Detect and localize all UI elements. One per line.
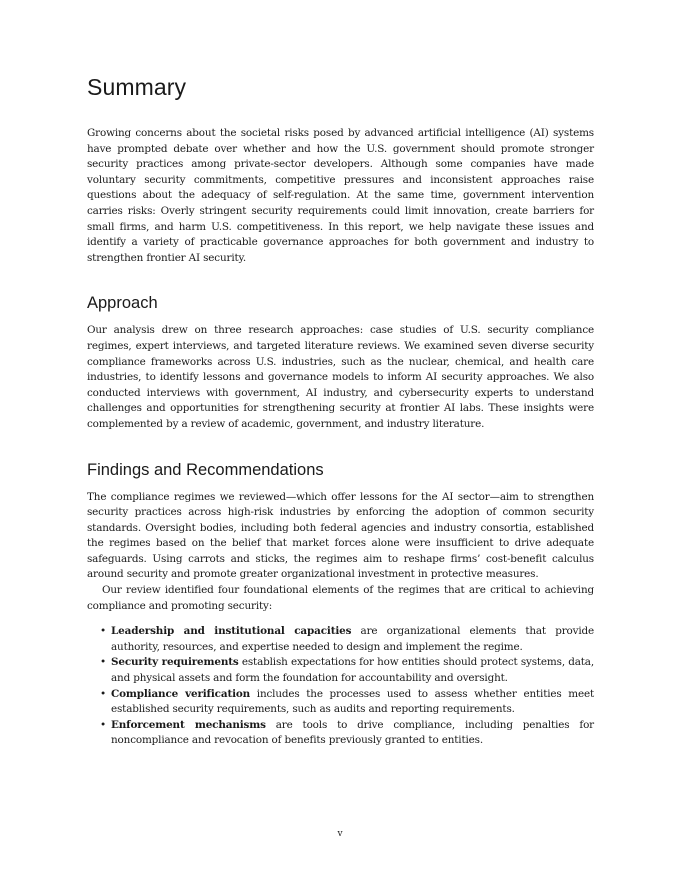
bullet-text: establish expectations for how entities should protect systems, data, and physical assets and form the foundation for accountability and oversight. xyxy=(111,656,595,685)
approach-paragraph: Our analysis drew on three research approaches: case studies of U.S. security compliance regimes, expert interviews, and targeted literature reviews. We examined seven diverse security compliance frameworks across U.S. industries, such as the nuclear, chemical, and health care industries, to identify lessons and governance models to inform AI security approaches. We also conducted interviews with government, AI industry, and cybersecurity experts to understand challenges and opportunities for strengthening security at frontier AI labs. These insights were complemented by a review of academic, government, and industry literature. xyxy=(87,324,594,430)
list-item xyxy=(100,624,595,655)
bullet-text: includes the processes used to assess whether entities meet established security requirements, such as audits and reporting requirements. xyxy=(111,687,594,716)
findings-paragraph-2: Our review identified four foundational elements of the regimes that are critical to achieving compliance and promoting security: xyxy=(87,584,594,612)
bullet-text: are organizational elements that provide authority, resources, and expertise needed to design and implement the regime. xyxy=(111,625,595,653)
document-page xyxy=(87,72,594,749)
bullet-icon: • xyxy=(100,718,106,731)
list-item xyxy=(100,655,595,686)
bullet-icon: • xyxy=(100,656,106,669)
bullet-term: Compliance verification xyxy=(111,687,251,700)
approach-heading: Approach xyxy=(87,294,158,313)
bullet-term: Security requirements xyxy=(111,656,239,669)
bullet-icon: • xyxy=(100,625,106,638)
list-item xyxy=(100,718,594,749)
bullet-term: Enforcement mechanisms xyxy=(111,718,266,731)
foundational-elements-list xyxy=(87,624,594,749)
findings-paragraph-1: The compliance regimes we reviewed—which offer lessons for the AI sector—aim to strengthen security practices across high-risk industries by enforcing the adoption of common security standards. Oversight bodies, including both federal agencies and industry consortia, established the regimes based on the belief that market forces alone were insufficient to drive adequate safeguards. Using carrots and sticks, the regimes aim to reshape firms’ cost-benefit calculus around security and promote greater organizational investment in protective measures. xyxy=(87,490,594,581)
bullet-term: Leadership and institutional capacities xyxy=(111,625,352,638)
summary-title: Summary xyxy=(87,74,187,100)
findings-heading: Findings and Recommendations xyxy=(87,460,324,479)
bullet-icon: • xyxy=(100,687,106,700)
page-number: v xyxy=(337,829,343,839)
summary-paragraph: Growing concerns about the societal risks posed by advanced artificial intelligence (AI) systems have prompted debate over whether and how the U.S. government should promote stronger security practices among private-sector developers. Although some companies have made voluntary security commitments, competitive pressures and inconsistent approaches raise questions about the adequacy of self-regulation. At the same time, government intervention carries risks: Overly stringent security requirements could limit innovation, create barriers for small firms, and harm U.S. competitiveness. In this report, we help navigate these issues and identify a variety of practicable governance approaches for both government and industry to strengthen frontier AI security. xyxy=(87,127,594,264)
bullet-text: are tools to drive compliance, including penalties for noncompliance and revocation of benefits previously granted to entities. xyxy=(111,718,594,747)
list-item xyxy=(100,687,594,718)
